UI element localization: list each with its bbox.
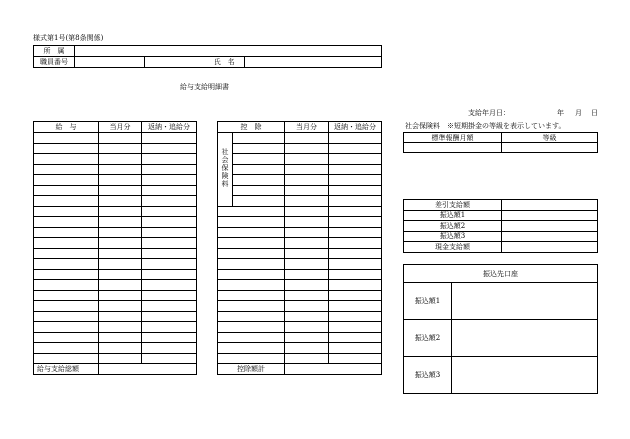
- salary-cell[interactable]: [99, 343, 142, 354]
- deduction-cell[interactable]: [285, 343, 329, 354]
- deduction-cell[interactable]: [329, 248, 382, 259]
- bank-account-table: [403, 264, 598, 394]
- deduction-item-cell[interactable]: [233, 143, 285, 154]
- grade-header-grade: 等級: [502, 133, 598, 143]
- grade-table: [403, 132, 598, 153]
- deduction-cell[interactable]: [285, 269, 329, 280]
- deduction-cell[interactable]: [329, 290, 382, 301]
- salary-row: [34, 238, 197, 249]
- deduction-item-cell[interactable]: [233, 164, 285, 175]
- deduction-cell[interactable]: [285, 290, 329, 301]
- deduction-header-current: 当月分: [285, 122, 329, 133]
- social-insurance-note: 社会保険料 ※短期掛金の等級を表示しています。: [405, 122, 566, 130]
- deduction-cell[interactable]: [329, 301, 382, 312]
- deduction-cell[interactable]: [329, 343, 382, 354]
- deduction-item-cell[interactable]: [218, 248, 285, 259]
- net-payment-label: 差引支給額: [404, 200, 502, 211]
- header-table: [33, 45, 382, 68]
- salary-cell[interactable]: [34, 196, 99, 207]
- net-payment-value[interactable]: [502, 231, 598, 242]
- salary-cell[interactable]: [142, 259, 197, 270]
- deduction-cell[interactable]: [285, 332, 329, 343]
- salary-row: [34, 185, 197, 196]
- deduction-item-cell[interactable]: [218, 269, 285, 280]
- salary-cell[interactable]: [34, 248, 99, 259]
- salary-cell[interactable]: [142, 269, 197, 280]
- salary-row: [34, 206, 197, 217]
- salary-cell[interactable]: [99, 133, 142, 144]
- deduction-item-cell[interactable]: [233, 133, 285, 144]
- deduction-table: [217, 121, 382, 375]
- salary-row: [34, 290, 197, 301]
- salary-cell[interactable]: [99, 154, 142, 165]
- spacer: [145, 57, 205, 68]
- deduction-row: [218, 311, 382, 322]
- salary-cell[interactable]: [99, 217, 142, 228]
- deduction-row: [218, 290, 382, 301]
- deduction-item-cell[interactable]: [218, 290, 285, 301]
- bank-account-row: [404, 283, 598, 320]
- salary-cell[interactable]: [99, 290, 142, 301]
- deduction-cell[interactable]: [285, 154, 329, 165]
- deduction-cell[interactable]: [329, 196, 382, 207]
- pay-date-year: 年: [557, 109, 564, 117]
- salary-row: [34, 353, 197, 364]
- salary-cell[interactable]: [142, 322, 197, 333]
- deduction-row: [218, 217, 382, 228]
- deduction-item-cell[interactable]: [218, 238, 285, 249]
- salary-header-current: 当月分: [99, 122, 142, 133]
- salary-cell[interactable]: [142, 280, 197, 291]
- name-label: 氏 名: [205, 57, 245, 68]
- deduction-item-cell[interactable]: [218, 217, 285, 228]
- salary-cell[interactable]: [34, 290, 99, 301]
- deduction-cell[interactable]: [285, 248, 329, 259]
- deduction-cell[interactable]: [329, 143, 382, 154]
- salary-cell[interactable]: [99, 227, 142, 238]
- social-insurance-label-text: 社会保険料: [221, 148, 229, 189]
- name-value[interactable]: [245, 57, 382, 68]
- bank-account-label: 振込額2: [404, 320, 452, 357]
- deduction-item-cell[interactable]: [218, 259, 285, 270]
- salary-cell[interactable]: [34, 175, 99, 186]
- salary-header-item: 給 与: [34, 122, 99, 133]
- deduction-item-cell[interactable]: [218, 280, 285, 291]
- salary-cell[interactable]: [34, 353, 99, 364]
- bank-account-value[interactable]: [452, 357, 598, 394]
- salary-cell[interactable]: [99, 175, 142, 186]
- salary-row: [34, 133, 197, 144]
- form-number: 様式第1号(第8条関係): [33, 34, 104, 42]
- deduction-item-cell[interactable]: [233, 175, 285, 186]
- salary-cell[interactable]: [99, 311, 142, 322]
- salary-cell[interactable]: [142, 248, 197, 259]
- net-payment-value[interactable]: [502, 221, 598, 232]
- deduction-cell[interactable]: [285, 301, 329, 312]
- deduction-row: [218, 175, 382, 186]
- pay-date-day: 日: [591, 109, 598, 117]
- salary-cell[interactable]: [99, 280, 142, 291]
- salary-cell[interactable]: [34, 259, 99, 270]
- deduction-cell[interactable]: [329, 238, 382, 249]
- deduction-cell[interactable]: [329, 269, 382, 280]
- net-payment-label: 振込額1: [404, 210, 502, 221]
- salary-cell[interactable]: [99, 301, 142, 312]
- deduction-cell[interactable]: [329, 332, 382, 343]
- deduction-cell[interactable]: [285, 175, 329, 186]
- salary-cell[interactable]: [34, 143, 99, 154]
- bank-account-value[interactable]: [452, 283, 598, 320]
- salary-cell[interactable]: [142, 175, 197, 186]
- salary-cell[interactable]: [142, 185, 197, 196]
- deduction-row: [218, 280, 382, 291]
- salary-cell[interactable]: [34, 206, 99, 217]
- deduction-cell[interactable]: [329, 133, 382, 144]
- bank-account-label: 振込額3: [404, 357, 452, 394]
- salary-cell[interactable]: [34, 311, 99, 322]
- salary-cell[interactable]: [34, 322, 99, 333]
- deduction-row: [218, 238, 382, 249]
- deduction-item-cell[interactable]: [218, 227, 285, 238]
- deduction-header-adjust: 返納・追給分: [329, 122, 382, 133]
- bank-account-title: 振込先口座: [404, 265, 598, 283]
- net-payment-label: 振込額2: [404, 221, 502, 232]
- pay-date-label: 支給年月日：: [468, 109, 510, 117]
- deduction-cell[interactable]: [329, 311, 382, 322]
- net-payment-value[interactable]: [502, 200, 598, 211]
- deduction-row: [218, 143, 382, 154]
- salary-row: [34, 343, 197, 354]
- bank-account-row: [404, 320, 598, 357]
- deduction-item-cell[interactable]: [218, 353, 285, 364]
- deduction-cell[interactable]: [285, 185, 329, 196]
- grade-salary-value[interactable]: [404, 143, 502, 153]
- deduction-row: [218, 164, 382, 175]
- salary-cell[interactable]: [34, 133, 99, 144]
- deduction-cell[interactable]: [329, 206, 382, 217]
- salary-cell[interactable]: [34, 164, 99, 175]
- deduction-row: [218, 185, 382, 196]
- deduction-cell[interactable]: [285, 196, 329, 207]
- deduction-total-label: 控除額計: [218, 364, 285, 375]
- deduction-cell[interactable]: [285, 322, 329, 333]
- net-payment-row: [404, 231, 598, 242]
- salary-cell[interactable]: [142, 290, 197, 301]
- deduction-row: [218, 353, 382, 364]
- deduction-header-item: 控 除: [218, 122, 285, 133]
- grade-value[interactable]: [502, 143, 598, 153]
- salary-cell[interactable]: [99, 269, 142, 280]
- net-payment-row: [404, 200, 598, 211]
- salary-cell[interactable]: [142, 238, 197, 249]
- deduction-cell[interactable]: [329, 322, 382, 333]
- salary-cell[interactable]: [142, 133, 197, 144]
- deduction-row: [218, 196, 382, 207]
- deduction-row: [218, 343, 382, 354]
- deduction-cell[interactable]: [285, 353, 329, 364]
- net-payment-label: 現金支給額: [404, 242, 502, 253]
- deduction-cell[interactable]: [329, 227, 382, 238]
- salary-row: [34, 301, 197, 312]
- salary-cell[interactable]: [99, 164, 142, 175]
- deduction-cell[interactable]: [329, 164, 382, 175]
- bank-account-label: 振込額1: [404, 283, 452, 320]
- deduction-cell[interactable]: [285, 280, 329, 291]
- deduction-cell[interactable]: [285, 133, 329, 144]
- deduction-cell[interactable]: [285, 164, 329, 175]
- salary-cell[interactable]: [99, 259, 142, 270]
- deduction-cell[interactable]: [329, 175, 382, 186]
- salary-cell[interactable]: [142, 301, 197, 312]
- salary-cell[interactable]: [142, 143, 197, 154]
- salary-row: [34, 269, 197, 280]
- net-payment-row: [404, 221, 598, 232]
- salary-cell[interactable]: [142, 154, 197, 165]
- salary-cell[interactable]: [142, 217, 197, 228]
- salary-row: [34, 143, 197, 154]
- deduction-cell[interactable]: [329, 154, 382, 165]
- salary-row: [34, 259, 197, 270]
- salary-cell[interactable]: [99, 332, 142, 343]
- deduction-row: [218, 248, 382, 259]
- deduction-cell[interactable]: [329, 353, 382, 364]
- salary-cell[interactable]: [34, 301, 99, 312]
- deduction-total-value[interactable]: [285, 364, 382, 375]
- deduction-cell[interactable]: [285, 238, 329, 249]
- salary-cell[interactable]: [34, 269, 99, 280]
- deduction-row: [218, 154, 382, 165]
- deduction-row: [218, 269, 382, 280]
- deduction-item-cell[interactable]: [218, 322, 285, 333]
- net-payment-value[interactable]: [502, 242, 598, 253]
- salary-row: [34, 332, 197, 343]
- net-payment-row: [404, 210, 598, 221]
- salary-cell[interactable]: [34, 343, 99, 354]
- salary-row: [34, 322, 197, 333]
- deduction-item-cell[interactable]: [233, 185, 285, 196]
- deduction-row: [218, 227, 382, 238]
- deduction-cell[interactable]: [285, 227, 329, 238]
- deduction-item-cell[interactable]: [218, 301, 285, 312]
- deduction-cell[interactable]: [285, 259, 329, 270]
- salary-header-adjust: 返納・追給分: [142, 122, 197, 133]
- net-payment-value[interactable]: [502, 210, 598, 221]
- salary-row: [34, 311, 197, 322]
- staff-number-label: 職員番号: [34, 57, 75, 68]
- salary-cell[interactable]: [142, 311, 197, 322]
- deduction-row: [218, 332, 382, 343]
- salary-cell[interactable]: [99, 206, 142, 217]
- salary-cell[interactable]: [142, 206, 197, 217]
- page-title: 給与支給明細書: [180, 83, 229, 91]
- salary-cell[interactable]: [34, 332, 99, 343]
- deduction-cell[interactable]: [329, 185, 382, 196]
- salary-cell[interactable]: [142, 227, 197, 238]
- deduction-row: [218, 322, 382, 333]
- deduction-cell[interactable]: [285, 206, 329, 217]
- salary-total-label: 給与支給総額: [34, 364, 99, 375]
- deduction-item-cell[interactable]: [218, 206, 285, 217]
- salary-row: [34, 164, 197, 175]
- deduction-cell[interactable]: [329, 280, 382, 291]
- deduction-row: [218, 259, 382, 270]
- salary-cell[interactable]: [34, 217, 99, 228]
- deduction-item-cell[interactable]: [233, 154, 285, 165]
- deduction-row: [218, 133, 382, 144]
- salary-row: [34, 154, 197, 165]
- salary-cell[interactable]: [142, 353, 197, 364]
- salary-cell[interactable]: [99, 248, 142, 259]
- salary-cell[interactable]: [142, 164, 197, 175]
- salary-cell[interactable]: [99, 143, 142, 154]
- salary-cell[interactable]: [99, 322, 142, 333]
- net-payment-row: [404, 242, 598, 253]
- salary-table: [33, 121, 197, 375]
- bank-account-value[interactable]: [452, 320, 598, 357]
- salary-cell[interactable]: [142, 196, 197, 207]
- net-payment-label: 振込額3: [404, 231, 502, 242]
- salary-row: [34, 175, 197, 186]
- salary-row: [34, 227, 197, 238]
- bank-account-row: [404, 357, 598, 394]
- affiliation-value[interactable]: [75, 46, 382, 57]
- deduction-cell[interactable]: [285, 217, 329, 228]
- salary-cell[interactable]: [99, 238, 142, 249]
- salary-cell[interactable]: [34, 185, 99, 196]
- salary-cell[interactable]: [34, 227, 99, 238]
- salary-row: [34, 248, 197, 259]
- salary-cell[interactable]: [142, 343, 197, 354]
- deduction-item-cell[interactable]: [218, 311, 285, 322]
- deduction-row: [218, 301, 382, 312]
- social-insurance-label: [218, 133, 233, 207]
- pay-date-month: 月: [575, 109, 582, 117]
- salary-cell[interactable]: [34, 154, 99, 165]
- salary-total-value[interactable]: [99, 364, 197, 375]
- deduction-cell[interactable]: [285, 311, 329, 322]
- salary-cell[interactable]: [99, 353, 142, 364]
- salary-cell[interactable]: [34, 280, 99, 291]
- salary-row: [34, 196, 197, 207]
- deduction-item-cell[interactable]: [218, 332, 285, 343]
- grade-header-salary: 標準報酬月額: [404, 133, 502, 143]
- deduction-cell[interactable]: [285, 143, 329, 154]
- deduction-row: [218, 206, 382, 217]
- affiliation-label: 所 属: [34, 46, 75, 57]
- deduction-item-cell[interactable]: [218, 343, 285, 354]
- deduction-item-cell[interactable]: [233, 196, 285, 207]
- salary-cell[interactable]: [99, 185, 142, 196]
- deduction-cell[interactable]: [329, 259, 382, 270]
- salary-cell[interactable]: [99, 196, 142, 207]
- deduction-cell[interactable]: [329, 217, 382, 228]
- salary-row: [34, 280, 197, 291]
- staff-number-value[interactable]: [75, 57, 145, 68]
- salary-cell[interactable]: [142, 332, 197, 343]
- net-payment-table: [403, 199, 598, 253]
- salary-cell[interactable]: [34, 238, 99, 249]
- salary-row: [34, 217, 197, 228]
